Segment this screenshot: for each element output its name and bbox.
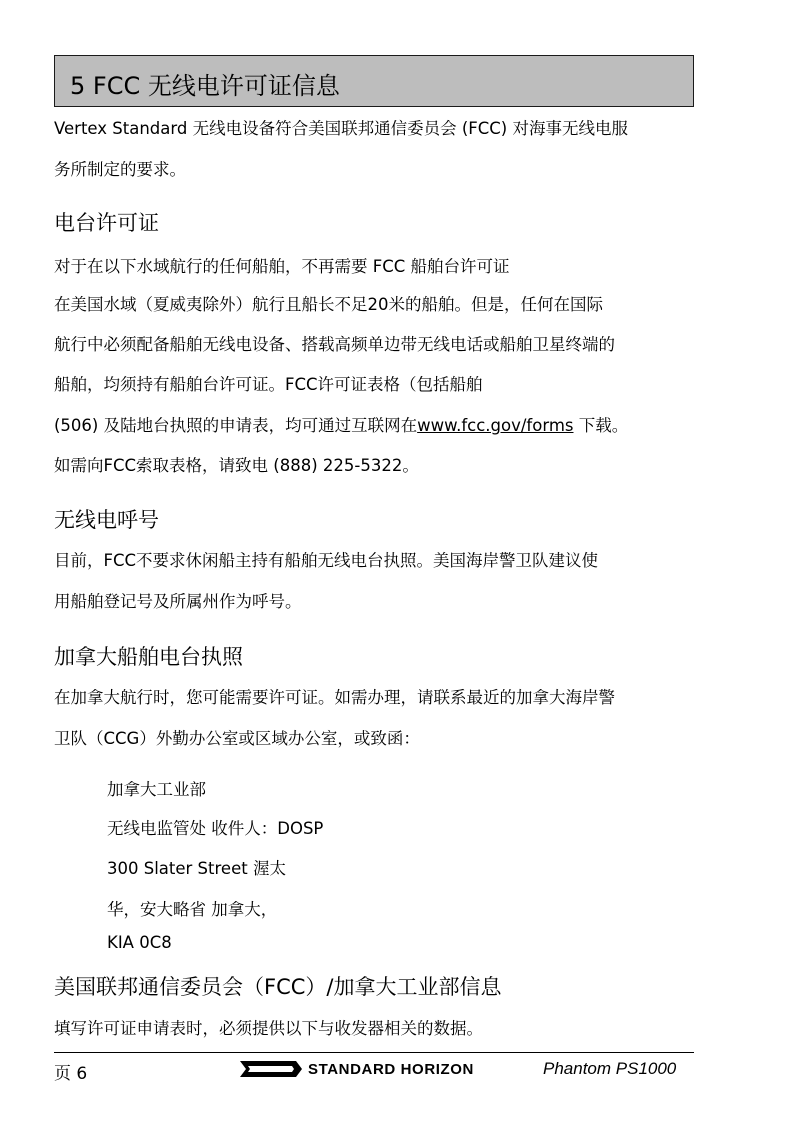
station-license-line-1: 对于在以下水域航行的任何船舶，不再需要 FCC 船舶台许可证 xyxy=(54,257,510,276)
page-number: 页 6 xyxy=(54,1064,88,1084)
station-license-line-4: 船舶，均须持有船舶台许可证。FCC许可证表格（包括船舶 xyxy=(54,375,483,394)
call-sign-line-1: 目前，FCC不要求休闲船主持有船舶无线电台执照。美国海岸警卫队建议使 xyxy=(54,551,599,570)
brand-name: STANDARD HORIZON xyxy=(308,1061,474,1078)
brand-logo xyxy=(238,1058,528,1082)
address-line-1: 加拿大工业部 xyxy=(107,780,206,799)
section-title-box xyxy=(54,55,694,107)
station-license-forms-line xyxy=(54,415,628,437)
standard-horizon-logo-icon xyxy=(238,1058,302,1080)
canada-license-line-1: 在加拿大航行时，您可能需要许可证。如需办理，请联系最近的加拿大海岸警 xyxy=(54,688,615,707)
section-title: 5 FCC 无线电许可证信息 xyxy=(70,72,340,100)
model-name: Phantom PS1000 xyxy=(543,1059,677,1078)
station-license-phone-line: 如需向FCC索取表格，请致电 (888) 225-5322。 xyxy=(54,456,419,475)
fcc-forms-link[interactable]: www.fcc.gov/forms xyxy=(417,416,574,435)
canada-license-heading: 加拿大船舶电台执照 xyxy=(54,645,243,669)
address-line-4: 华，安大略省 加拿大， xyxy=(107,900,278,919)
canada-license-line-2: 卫队（CCG）外勤办公室或区域办公室，或致函： xyxy=(54,729,420,748)
address-line-2: 无线电监管处 收件人：DOSP xyxy=(107,819,324,838)
station-license-line-2: 在美国水域（夏威夷除外）航行且船长不足20米的船舶。但是，任何在国际 xyxy=(54,295,603,314)
station-license-line-3: 航行中必须配备船舶无线电设备、搭载高频单边带无线电话或船舶卫星终端的 xyxy=(54,335,615,354)
intro-line-1: Vertex Standard 无线电设备符合美国联邦通信委员会 (FCC) 对海事无线电服 xyxy=(54,119,628,138)
footer-rule xyxy=(54,1052,694,1053)
station-license-heading: 电台许可证 xyxy=(54,211,159,235)
forms-line-prefix: (506) 及陆地台执照的申请表，均可通过互联网在 xyxy=(54,416,418,435)
intro-line-2: 务所制定的要求。 xyxy=(54,160,186,179)
address-line-5: KIA 0C8 xyxy=(107,933,172,952)
forms-line-suffix: 下载。 xyxy=(573,416,629,435)
call-sign-line-2: 用船舶登记号及所属州作为呼号。 xyxy=(54,592,302,611)
fcc-ic-info-line-1: 填写许可证申请表时，必须提供以下与收发器相关的数据。 xyxy=(54,1019,483,1038)
call-sign-heading: 无线电呼号 xyxy=(54,508,159,532)
fcc-ic-info-heading: 美国联邦通信委员会（FCC）/加拿大工业部信息 xyxy=(54,975,502,999)
address-line-3: 300 Slater Street 渥太 xyxy=(107,859,286,878)
